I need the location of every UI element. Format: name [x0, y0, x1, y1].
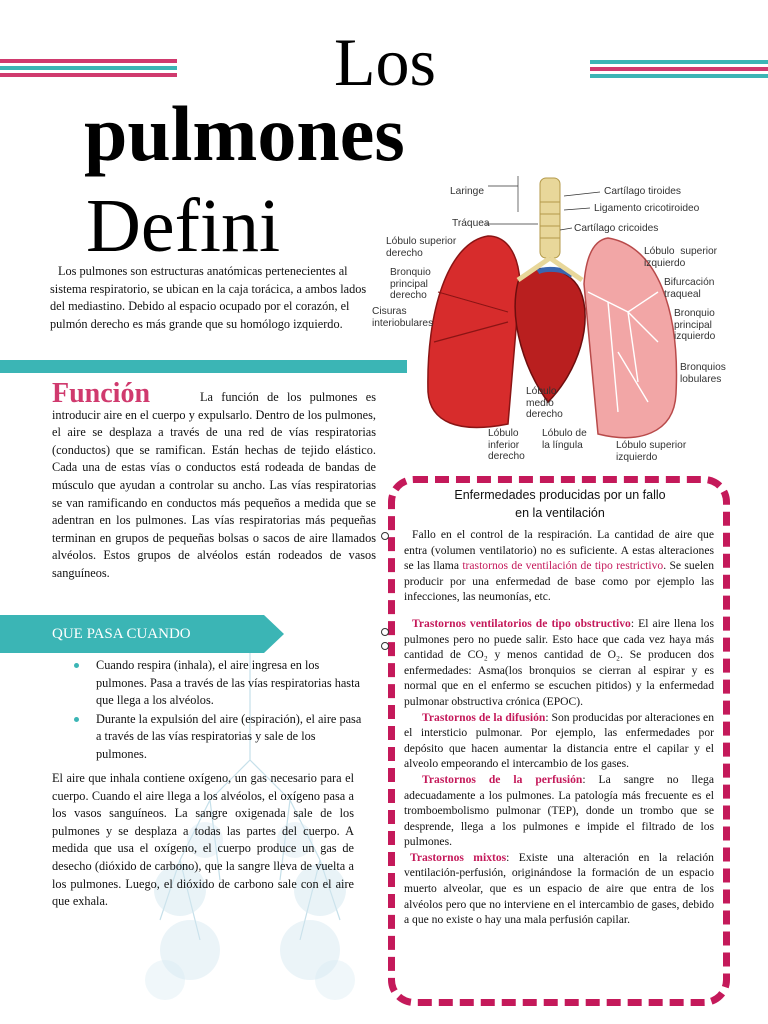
obstructivo-term: Trastornos ventilatorios de tipo obstructivo	[412, 616, 631, 630]
obstructivo-text: : El aire llena los pulmones pero no puede salir. Esto hace que cada vez haya más cantidad de CO₂ y menos cantidad de O₂. Se producen dos enfermedades: Asma(los bronquios se cierran al espirar y es normal que en el enfermo se escuchen pitidos) y la enfermedad pulmonar obstructiva crónica (EPOC).	[404, 616, 714, 708]
diseases-box-title-line1: Enfermedades producidas por un fallo	[454, 488, 666, 502]
restrictivo-term: trastornos de ventilación de tipo restrictivo	[462, 559, 664, 573]
funcion-text: introducir aire en el cuerpo y expulsarlo. Dentro de los pulmones, el aire se desplaza a través de una red de vías respiratorias (conductos) que se ramifican. Están hechas de tejido elástico. Cada una de estas vías o conductos está rodeada de bandas de músculo que ayudan a controlar su ancho. Las vías respiratorias se van ramificando en conductos más pequeños a medida que se adentran en los pulmones. Las vías respiratorias más pequeñas terminan en grupos de pequeñas bolsas o sacos de aire llamados alvéolos. Estos grupos de alvéolos están rodeados de vasos sanguíneos.	[52, 407, 376, 580]
funcion-lead: La función de los pulmones es	[200, 390, 376, 404]
list-item	[72, 657, 362, 710]
label-bronquios-lob: Bronquios lobulares	[680, 362, 726, 385]
label-cisuras: Cisuras interiobulares	[372, 306, 434, 329]
label-bifurcacion: Bifurcación traqueal	[664, 277, 715, 300]
label-cartilago-tiroides: Cartílago tiroides	[604, 186, 682, 197]
lungs-anatomy-figure	[368, 172, 744, 468]
banner-arrow-shape	[264, 615, 284, 653]
label-lobulo-lingula: Lóbulo de la língula	[542, 428, 587, 451]
que-pasa-list	[72, 657, 362, 765]
page-title-line1: Los	[334, 24, 436, 100]
label-ligamento: Ligamento cricotiroideo	[594, 203, 700, 214]
diseases-box-body	[404, 527, 714, 928]
label-lobulo-sup-der: Lóbulo superior derecho	[386, 236, 457, 259]
bullet-text: Durante la expulsión del aire (espiración), el aire pasa a través de las vías respiratorias y sale de los pulmones.	[96, 711, 362, 761]
bullet-icon	[74, 717, 79, 722]
page-title-line2: pulmones	[84, 90, 405, 177]
paragraph-mixtos	[404, 850, 714, 928]
stripe-right-teal	[590, 60, 768, 64]
stripe-right-teal-2	[590, 74, 768, 78]
diseases-box-title	[400, 486, 720, 522]
diseases-box-title-line2: en la ventilación	[515, 506, 605, 520]
perfusion-term: Trastornos de la perfusión	[422, 772, 583, 786]
paragraph-restrictivo	[404, 527, 714, 605]
mixtos-term: Trastornos mixtos	[410, 850, 507, 864]
bullet-icon	[74, 663, 79, 668]
funcion-paragraph	[52, 389, 376, 583]
paragraph-difusion	[404, 710, 714, 772]
label-bronquio-der: Bronquio principal derecho	[390, 267, 431, 301]
stripe-right-pink	[590, 67, 768, 71]
label-laringe: Laringe	[450, 186, 484, 197]
section-divider	[0, 360, 407, 373]
oxygen-paragraph: El aire que inhala contiene oxígeno, un gas necesario para el cuerpo. Cuando el aire llega a los alvéolos, el oxígeno pasa a los vasos sanguíneos. La sangre oxigenada sale de los pulmones y se desplaza a todas las partes del cuerpo. A medida que usa el oxígeno, el cuerpo produce un gas de desecho (dióxido de carbono), que la sangre lleva de vuelta a los pulmones. Luego, el dióxido de carbono sale con el aire que exhala.	[52, 771, 354, 909]
que-pasa-banner: QUE PASA CUANDO	[0, 615, 264, 653]
restrictivo-text: Fallo en el control de la respiración. La cantidad de aire que entra (volumen ventilatorio) no es suficiente. A estas alteraciones se las llama	[404, 528, 714, 573]
difusion-text: : Son producidas por alteraciones en el intersticio pulmonar. Por ejemplo, las enfermedades por depósito que hacen aumentar la distancia entre el capilar y el alveolo empeorando el intercambio de los gases.	[404, 710, 714, 771]
label-traquea: Tráquea	[452, 218, 490, 229]
bullet-circle-icon	[381, 532, 389, 540]
difusion-term: Trastornos de la difusión	[422, 710, 546, 724]
page-title-line3: Defini	[86, 184, 281, 268]
stripe-left-pink-2	[0, 73, 177, 77]
stripe-left-pink	[0, 59, 177, 63]
label-cartilago-cricoides: Cartílago cricoides	[574, 223, 659, 234]
funcion-heading: Función	[52, 378, 151, 409]
label-lobulo-medio: Lóbulo medio derecho	[526, 386, 563, 420]
label-bronquio-izq: Bronquio principal izquierdo	[674, 308, 716, 342]
label-lobulo-sup-izq: Lóbulo superior izquierdo	[644, 246, 718, 269]
mixtos-text: : Existe una alteración en la relación ventilación-perfusión, originándose la formación de un espacio muerto alveolar, que es un espacio de aire que entra de los alvéolos pero que no interviene en el intercambio de gases, debido a que no existe o hay una mala perfusión capilar.	[404, 850, 714, 927]
bullet-circle-icon	[381, 642, 389, 650]
label-lobulo-sup-izq-2: Lóbulo superior izquierdo	[616, 440, 687, 463]
intro-paragraph: Los pulmones son estructuras anatómicas pertenecientes al sistema respiratorio, se ubican en la caja torácica, a ambos lados del mediastino. Debido al espacio ocupado por el corazón, el pulmón derecho es más grande que su homólogo izquierdo.	[50, 264, 367, 331]
bullet-circle-icon	[381, 628, 389, 636]
bullet-text: Cuando respira (inhala), el aire ingresa en los pulmones. Pasa a través de las vías respiratorias hasta que llega a los alvéolos.	[96, 658, 360, 708]
list-item	[72, 711, 362, 764]
paragraph-perfusion	[404, 772, 714, 850]
perfusion-text: : La sangre no llega adecuadamente a los pulmones. La patología más frecuente es el tromboembolismo pulmonar (TEP), donde un trombo que se desprende, llega a los pulmones e impide el filtrado de los pulmones.	[404, 772, 714, 849]
stripe-left-teal	[0, 66, 177, 70]
restrictivo-text-2: . Se suelen producir por una enfermedad de base como por ejemplo las infecciones, las neumonías, etc.	[404, 559, 714, 604]
label-lobulo-inf-der: Lóbulo inferior derecho	[488, 428, 525, 462]
paragraph-obstructivo	[404, 616, 714, 710]
